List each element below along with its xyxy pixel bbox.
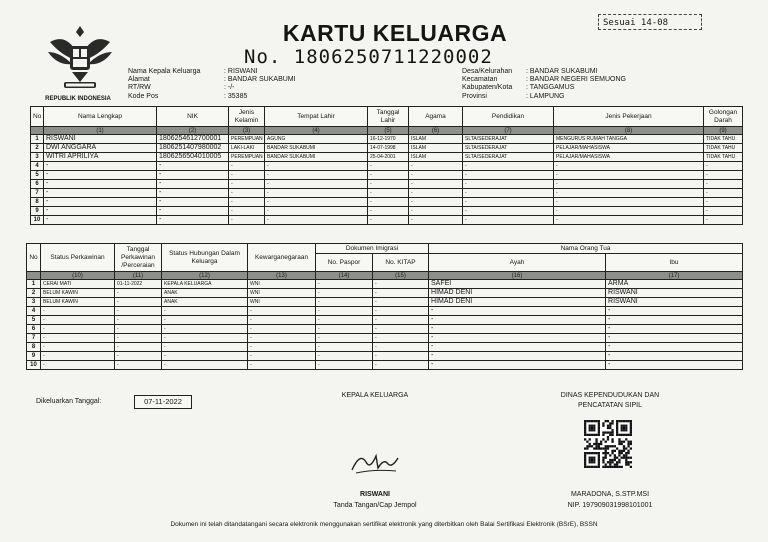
column-index: (8): [554, 127, 704, 135]
col-header: Nama Lengkap: [44, 107, 157, 127]
table-cell: BELUM KAWIN: [41, 289, 115, 298]
table-cell: -: [429, 352, 606, 361]
table-cell: -: [41, 307, 115, 316]
table-cell: RISWANI: [44, 135, 157, 144]
table-cell: -: [229, 171, 265, 180]
table-cell: -: [44, 180, 157, 189]
head-sign-title: KEPALA KELUARGA: [341, 392, 409, 399]
col-header: No: [31, 107, 44, 127]
table-cell: -: [429, 361, 606, 370]
table-cell: -: [41, 361, 115, 370]
table-cell: -: [44, 171, 157, 180]
table-cell: -: [373, 343, 429, 352]
table-cell: -: [316, 325, 373, 334]
header-field: [462, 93, 626, 101]
table-row: [31, 135, 743, 144]
table-cell: TIDAK TAHU: [704, 153, 743, 162]
table-cell: -: [429, 307, 606, 316]
table-cell: -: [704, 207, 743, 216]
table-cell: -: [229, 198, 265, 207]
table-cell: -: [368, 198, 409, 207]
col-header: Kewarganegaraan: [248, 244, 316, 272]
table-cell: TIDAK TAHU: [704, 144, 743, 153]
table-cell: -: [115, 325, 162, 334]
row-number: 10: [31, 216, 44, 225]
table-cell: -: [265, 216, 368, 225]
table-cell: -: [554, 216, 704, 225]
table-cell: WNI: [248, 298, 316, 307]
table-cell: RISWANI: [606, 289, 743, 298]
table-cell: -: [44, 198, 157, 207]
column-index: (9): [704, 127, 743, 135]
header-value: : TANGGAMUS: [526, 84, 575, 92]
header-value: : -/-: [224, 84, 235, 92]
col-header: NIK: [157, 107, 229, 127]
table-cell: -: [368, 207, 409, 216]
table-cell: -: [368, 162, 409, 171]
table-cell: -: [248, 325, 316, 334]
table-cell: -: [409, 171, 463, 180]
table-cell: -: [704, 162, 743, 171]
table-cell: -: [115, 298, 162, 307]
table-cell: -: [606, 361, 743, 370]
handwritten-stamp-note: Sesuai 14-08: [598, 14, 702, 30]
table-cell: -: [115, 334, 162, 343]
table-cell: SLTA/SEDERAJAT: [463, 144, 554, 153]
table-row: [27, 289, 743, 298]
table-cell: ARMA: [606, 280, 743, 289]
table-cell: -: [554, 198, 704, 207]
row-number: 4: [27, 307, 41, 316]
issued-date-value: 07-11-2022: [134, 395, 192, 409]
table-cell: -: [409, 180, 463, 189]
table-cell: -: [162, 334, 248, 343]
col-header: Jenis Pekerjaan: [554, 107, 704, 127]
table-cell: -: [115, 352, 162, 361]
status-parents-table: [26, 243, 743, 370]
head-sign-caption: Tanda Tangan/Cap Jempol: [333, 502, 417, 509]
header-label: RT/RW: [128, 84, 151, 92]
table-cell: LAKI-LAKI: [229, 144, 265, 153]
table-row: [27, 334, 743, 343]
header-value: : LAMPUNG: [526, 92, 565, 100]
header-field: [462, 76, 626, 84]
header-label: Provinsi: [462, 92, 487, 100]
column-index: [31, 127, 44, 135]
table-cell: -: [409, 162, 463, 171]
table-cell: ISLAM: [409, 144, 463, 153]
table-cell: PELAJAR/MAHASISWA: [554, 144, 704, 153]
table-row: [31, 216, 743, 225]
row-number: 10: [27, 361, 41, 370]
row-number: 6: [31, 180, 44, 189]
table-cell: -: [265, 180, 368, 189]
table-cell: -: [265, 171, 368, 180]
table-cell: -: [248, 334, 316, 343]
table-cell: -: [115, 343, 162, 352]
table-cell: WITRI APRILIYA: [44, 153, 157, 162]
col-header: Ayah: [429, 254, 606, 272]
table-cell: -: [157, 180, 229, 189]
table-cell: SLTA/SEDERAJAT: [463, 153, 554, 162]
table-cell: -: [463, 198, 554, 207]
emblem-caption: REPUBLIK INDONESIA: [45, 96, 111, 102]
header-label: Desa/Kelurahan: [462, 68, 513, 75]
column-index: [27, 272, 41, 280]
column-index: (2): [157, 127, 229, 135]
table-cell: KEPALA KELUARGA: [162, 280, 248, 289]
column-index: (6): [409, 127, 463, 135]
table-cell: -: [373, 298, 429, 307]
table-row: [31, 189, 743, 198]
table-cell: CERAI MATI: [41, 280, 115, 289]
table-cell: -: [229, 207, 265, 216]
table-cell: -: [463, 189, 554, 198]
table-cell: -: [704, 180, 743, 189]
row-number: 1: [27, 280, 41, 289]
table-cell: -: [409, 198, 463, 207]
column-index: (1): [44, 127, 157, 135]
header-label: Alamat: [128, 76, 150, 84]
table-cell: -: [704, 198, 743, 207]
column-index: (10): [41, 272, 115, 280]
table-cell: BANDAR SUKABUMI: [265, 153, 368, 162]
table-cell: 25-04-2001: [368, 153, 409, 162]
table-cell: -: [229, 162, 265, 171]
table-row: [27, 325, 743, 334]
table-cell: -: [606, 343, 743, 352]
table-cell: -: [316, 289, 373, 298]
table-cell: -: [316, 361, 373, 370]
table-cell: -: [429, 334, 606, 343]
row-number: 1: [31, 135, 44, 144]
table-cell: -: [265, 198, 368, 207]
header-field: [128, 93, 296, 101]
row-number: 7: [27, 334, 41, 343]
table-cell: -: [704, 216, 743, 225]
table-cell: -: [368, 189, 409, 198]
table-cell: TIDAK TAHU: [704, 135, 743, 144]
header-value: : 35385: [224, 92, 248, 100]
table-cell: -: [157, 189, 229, 198]
table-cell: -: [162, 352, 248, 361]
header-value: : RISWANI: [224, 68, 258, 75]
column-index: (5): [368, 127, 409, 135]
table-cell: -: [229, 216, 265, 225]
header-field: [128, 76, 296, 84]
table-cell: -: [44, 207, 157, 216]
header-field: [128, 84, 296, 92]
header-label: Kecamatan: [462, 76, 498, 84]
column-index: (11): [115, 272, 162, 280]
column-index-row: [31, 127, 743, 135]
row-number: 3: [31, 153, 44, 162]
table-cell: -: [157, 198, 229, 207]
table-cell: -: [429, 325, 606, 334]
col-header: No: [27, 244, 41, 272]
table-cell: MENGURUS RUMAH TANGGA: [554, 135, 704, 144]
row-number: 5: [27, 316, 41, 325]
table-cell: -: [157, 207, 229, 216]
table-row: [31, 171, 743, 180]
table-row: [31, 180, 743, 189]
table-cell: -: [41, 343, 115, 352]
table-cell: -: [429, 316, 606, 325]
table-cell: -: [41, 316, 115, 325]
table-cell: -: [316, 334, 373, 343]
table-cell: AGUNG: [265, 135, 368, 144]
header-value: : BANDAR SUKABUMI: [224, 76, 296, 84]
table-cell: RISWANI: [606, 298, 743, 307]
table-cell: BELUM KAWIN: [41, 298, 115, 307]
table-cell: -: [373, 280, 429, 289]
table-cell: -: [368, 180, 409, 189]
table-cell: -: [115, 289, 162, 298]
table-cell: -: [316, 343, 373, 352]
table-cell: -: [606, 307, 743, 316]
family-members-table: [30, 106, 743, 225]
col-header: Pendidikan: [463, 107, 554, 127]
kk-number: No. 1806250711220002: [244, 46, 493, 68]
table-cell: PELAJAR/MAHASISWA: [554, 153, 704, 162]
table-cell: -: [463, 162, 554, 171]
garuda-emblem-icon: [44, 22, 116, 94]
row-number: 8: [27, 343, 41, 352]
col-header: No. KITAP: [373, 254, 429, 272]
table-cell: -: [248, 307, 316, 316]
row-number: 3: [27, 298, 41, 307]
row-number: 5: [31, 171, 44, 180]
table-cell: HIMAD DENI: [429, 289, 606, 298]
table-cell: WNI: [248, 280, 316, 289]
row-number: 9: [31, 207, 44, 216]
table-cell: -: [316, 352, 373, 361]
table-cell: -: [554, 189, 704, 198]
document-title: KARTU KELUARGA: [282, 20, 508, 46]
row-number: 9: [27, 352, 41, 361]
table-cell: -: [429, 343, 606, 352]
table-cell: -: [41, 334, 115, 343]
col-header: Ibu: [606, 254, 743, 272]
official-title-line2: PENCATATAN SIPIL: [577, 402, 643, 409]
table-cell: -: [157, 171, 229, 180]
col-header: Tempat Lahir: [265, 107, 368, 127]
table-cell: WNI: [248, 289, 316, 298]
table-cell: -: [265, 189, 368, 198]
table-row: [27, 361, 743, 370]
column-index: (15): [373, 272, 429, 280]
header-right-block: [462, 68, 626, 101]
table-cell: -: [162, 343, 248, 352]
table-cell: -: [373, 325, 429, 334]
table-cell: -: [409, 207, 463, 216]
table-cell: -: [463, 207, 554, 216]
table-cell: ANAK: [162, 298, 248, 307]
table-cell: SAFEI: [429, 280, 606, 289]
table-cell: -: [409, 216, 463, 225]
header-left-block: [128, 68, 296, 101]
table-cell: HIMAD DENI: [429, 298, 606, 307]
table-cell: -: [606, 352, 743, 361]
table-row: [31, 198, 743, 207]
table-cell: -: [248, 343, 316, 352]
table-cell: -: [41, 325, 115, 334]
table-cell: -: [373, 334, 429, 343]
row-number: 8: [31, 198, 44, 207]
table-row: [27, 280, 743, 289]
table-cell: ISLAM: [409, 135, 463, 144]
group-header-orang-tua: Nama Orang Tua: [429, 244, 743, 254]
table-cell: -: [41, 352, 115, 361]
table-cell: -: [115, 361, 162, 370]
table-cell: -: [606, 316, 743, 325]
header-label: Kode Pos: [128, 92, 159, 100]
table-cell: -: [463, 180, 554, 189]
table-cell: -: [316, 307, 373, 316]
table-cell: -: [265, 207, 368, 216]
col-header: Golongan Darah: [704, 107, 743, 127]
table-cell: 01-11-2022: [115, 280, 162, 289]
table-row: [27, 307, 743, 316]
table-cell: -: [368, 171, 409, 180]
table-cell: -: [373, 289, 429, 298]
table-cell: -: [44, 216, 157, 225]
row-number: 7: [31, 189, 44, 198]
table-cell: -: [463, 216, 554, 225]
column-index: (16): [429, 272, 606, 280]
table-cell: -: [606, 325, 743, 334]
qr-code-icon: [584, 420, 632, 468]
col-header: No. Paspor: [316, 254, 373, 272]
table-row: [31, 153, 743, 162]
table-cell: -: [554, 162, 704, 171]
col-header: Tanggal Perkawinan /Perceraian: [115, 244, 162, 272]
table-cell: -: [162, 325, 248, 334]
table-cell: 1806256504010005: [157, 153, 229, 162]
col-header: Status Perkawinan: [41, 244, 115, 272]
head-sign-name: RISWANI: [360, 491, 390, 498]
table-cell: BANDAR SUKABUMI: [265, 144, 368, 153]
table-cell: PEREMPUAN: [229, 153, 265, 162]
row-number: 4: [31, 162, 44, 171]
table-cell: ISLAM: [409, 153, 463, 162]
table-cell: -: [248, 361, 316, 370]
signature-mark-icon: [350, 448, 400, 476]
table-cell: -: [44, 189, 157, 198]
row-number: 6: [27, 325, 41, 334]
table-cell: DWI ANGGARA: [44, 144, 157, 153]
header-value: : BANDAR NEGERI SEMUONG: [526, 76, 626, 84]
table-cell: -: [373, 316, 429, 325]
table-cell: -: [368, 216, 409, 225]
column-index: (13): [248, 272, 316, 280]
table-cell: 1806251407980002: [157, 144, 229, 153]
table-cell: 16-12-1970: [368, 135, 409, 144]
col-header: Status Hubungan Dalam Keluarga: [162, 244, 248, 272]
table-cell: -: [162, 361, 248, 370]
official-sign-nip: NIP. 197909031998101001: [567, 502, 653, 509]
col-header: Agama: [409, 107, 463, 127]
table-cell: -: [463, 171, 554, 180]
header-value: : BANDAR SUKABUMI: [526, 68, 598, 75]
header-label: Kabupaten/Kota: [462, 84, 513, 92]
col-header: Tanggal Lahir: [368, 107, 409, 127]
row-number: 2: [31, 144, 44, 153]
table-cell: -: [115, 316, 162, 325]
column-index: (4): [265, 127, 368, 135]
table-cell: ANAK: [162, 289, 248, 298]
table-cell: -: [248, 316, 316, 325]
document-footer: Dokumen ini telah ditandatangani secara elektronik menggunakan sertifikat elektronik yang diterbitkan oleh Balai Sertifikasi Elektronik (BSrE), BSSN: [170, 521, 598, 528]
table-cell: -: [229, 180, 265, 189]
table-cell: -: [162, 307, 248, 316]
table-cell: -: [373, 352, 429, 361]
table-cell: -: [265, 162, 368, 171]
table-cell: -: [115, 307, 162, 316]
official-title-line1: DINAS KEPENDUDUKAN DAN: [560, 392, 660, 399]
table-cell: -: [162, 316, 248, 325]
header-label: Nama Kepala Keluarga: [128, 68, 201, 75]
table-cell: -: [157, 162, 229, 171]
column-index: (14): [316, 272, 373, 280]
table-cell: -: [554, 180, 704, 189]
table-row: [31, 144, 743, 153]
table-cell: -: [409, 189, 463, 198]
table-cell: -: [316, 298, 373, 307]
table-cell: -: [157, 216, 229, 225]
issued-date-label: Dikeluarkan Tanggal:: [36, 398, 102, 405]
table-cell: -: [248, 352, 316, 361]
table-cell: -: [373, 307, 429, 316]
header-field: [128, 68, 296, 76]
table-row: [27, 352, 743, 361]
table-row: [31, 162, 743, 171]
column-index: (7): [463, 127, 554, 135]
table-cell: 1806254612700001: [157, 135, 229, 144]
table-cell: -: [316, 316, 373, 325]
table-cell: -: [606, 334, 743, 343]
table-cell: -: [554, 207, 704, 216]
table-cell: -: [704, 189, 743, 198]
group-header-dokumen: Dokumen Imigrasi: [316, 244, 429, 254]
row-number: 2: [27, 289, 41, 298]
table-cell: -: [229, 189, 265, 198]
table-cell: PEREMPUAN: [229, 135, 265, 144]
official-sign-name: MARADONA, S.STP.MSI: [570, 491, 650, 498]
header-field: [462, 84, 626, 92]
table-row: [31, 207, 743, 216]
column-index-row: [27, 272, 743, 280]
col-header: Jenis Kelamin: [229, 107, 265, 127]
table-row: [27, 343, 743, 352]
table-cell: SLTA/SEDERAJAT: [463, 135, 554, 144]
table-cell: -: [554, 171, 704, 180]
table-row: [27, 316, 743, 325]
column-index: (3): [229, 127, 265, 135]
table-cell: -: [373, 361, 429, 370]
column-index: (17): [606, 272, 743, 280]
table-cell: -: [704, 171, 743, 180]
column-index: (12): [162, 272, 248, 280]
table-cell: 14-07-1998: [368, 144, 409, 153]
table-row: [27, 298, 743, 307]
table-cell: -: [44, 162, 157, 171]
header-field: [462, 68, 626, 76]
table-cell: -: [316, 280, 373, 289]
